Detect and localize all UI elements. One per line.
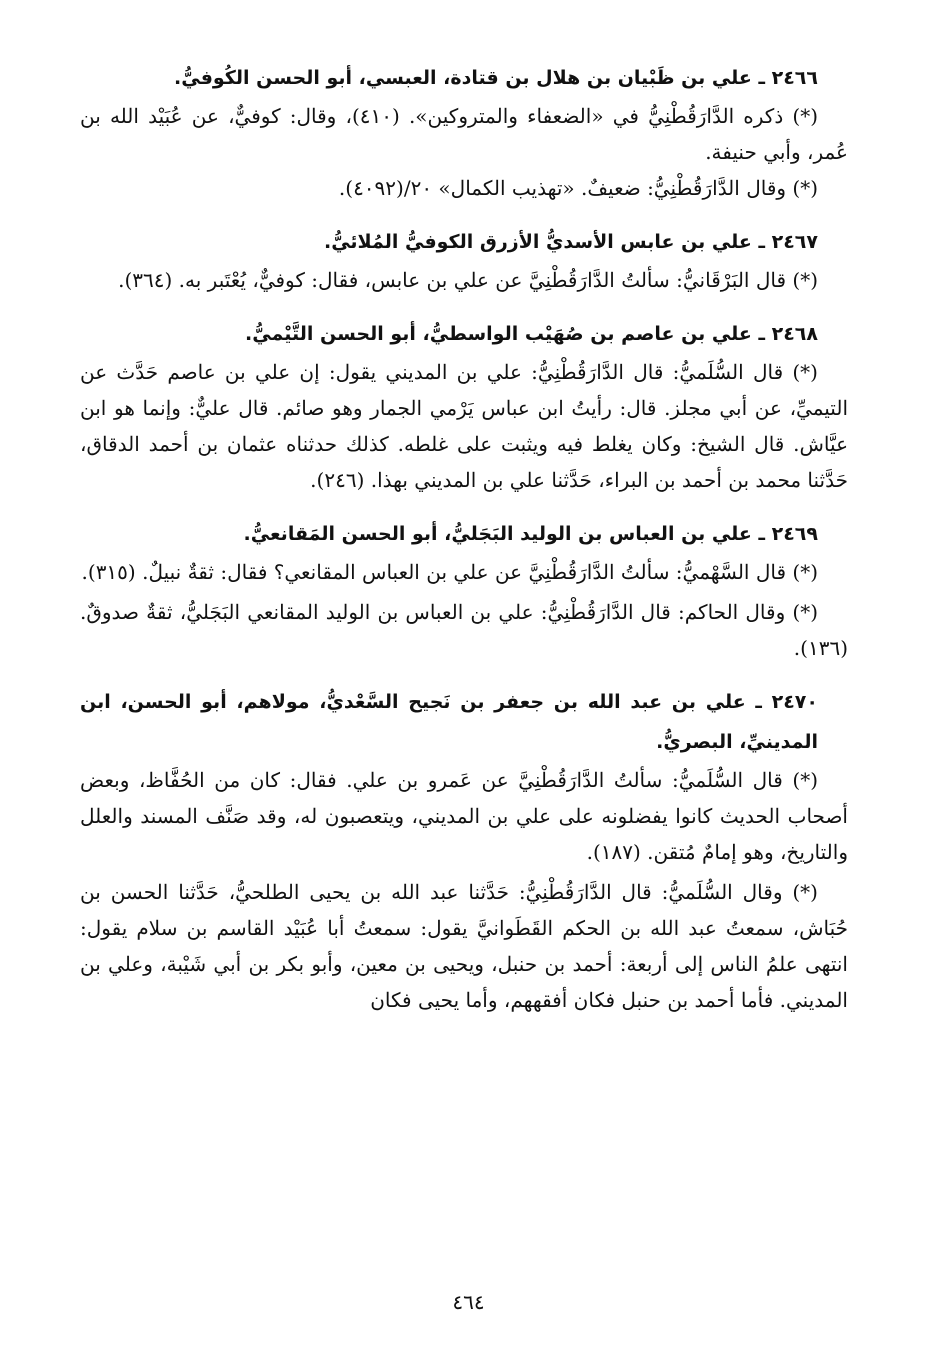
entry-2469	[80, 514, 848, 666]
page-body	[80, 58, 848, 1018]
entry-paragraph: (*) وقال الدَّارَقُطْنِيُّ: ضعيفٌ. «تهذيب الكمال» ٢٠/(٤٠٩٢).	[338, 176, 818, 200]
entry-paragraph: (*) قال السَّهْميُّ: سألتُ الدَّارَقُطْنِيَّ عن علي بن العباس المقانعي؟ فقال: ثقةٌ نبيلٌ. (٣١٥).	[81, 560, 818, 584]
entry-2468	[80, 314, 848, 498]
entry-paragraph: (*) قال السُّلَميُّ: قال الدَّارَقُطْنِيُّ: علي بن المديني يقول: إن علي بن عاصم حَدَّث عن التيميِّ، عن أبي مجلز. قال: رأيتُ ابن عباس يَرْمي الجمار وهو صائم. قال عليٌّ: وإنما هو ابن عيَّاش. قال الشيخ: وكان يغلط فيه ويثبت على غلطه. كذلك حدثناه عثمان بن أحمد الدقاق، حَدَّثنا محمد بن أحمد بن البراء، حَدَّثنا علي بن المديني بهذا. (٢٤٦).	[80, 360, 848, 492]
entry-2467	[80, 222, 848, 298]
entry-title: ٢٤٦٧ ـ علي بن عابس الأسديُّ الأزرق الكوفيُّ المُلائيُّ.	[323, 231, 818, 253]
entry-paragraph: (*) ذكره الدَّارَقُطْنِيُّ في «الضعفاء والمتروكين». (٤١٠)، وقال: كوفيٌّ، عن عُبَيْد الله بن عُمر، وأبي حنيفة.	[80, 104, 848, 164]
entry-title: ٢٤٦٩ ـ علي بن العباس بن الوليد البَجَليُّ، أبو الحسن المَقانعيُّ.	[243, 523, 818, 545]
entry-paragraph: (*) قال البَرْقَانيُّ: سألتُ الدَّارَقُطْنِيَّ عن علي بن عابس، فقال: كوفيٌّ، يُعْتَبر به. (٣٦٤).	[118, 268, 818, 292]
entry-title: ٢٤٦٨ ـ علي بن عاصم بن صُهَيْب الواسطيُّ، أبو الحسن التَّيْميُّ.	[245, 323, 818, 345]
page-number: ٤٦٤	[452, 1290, 485, 1314]
entry-paragraph: (*) وقال الحاكم: قال الدَّارَقُطْنِيُّ: علي بن العباس بن الوليد المقانعي البَجَليُّ، ثقةٌ صدوقٌ. (١٣٦).	[80, 600, 848, 660]
entry-paragraph: (*) وقال السُّلَميُّ: قال الدَّارَقُطْنِيُّ: حَدَّثنا عبد الله بن يحيى الطلحيُّ، حَدَّثنا الحسن بن حُبَاش، سمعتُ عبد الله بن الحكم القَطَوانيَّ يقول: سمعتُ أبا عُبَيْد القاسم بن سلام يقول: انتهى علمُ الناس إلى أربعة: أحمد بن حنبل، ويحيى بن معين، وأبو بكر بن أبي شَيْبة، وعلي بن المديني. فأما أحمد بن حنبل فكان أفقههم، وأما يحيى فكان	[80, 880, 848, 1012]
entry-paragraph: (*) قال السُّلَميُّ: سألتُ الدَّارَقُطْنِيَّ عن عَمرو بن علي. فقال: كان من الحُفَّاظ، وبعض أصحاب الحديث كانوا يفضلونه على علي بن المديني، ويتعصبون له، وقد صَنَّف المسند والعلل والتاريخ، وهو إمامٌ مُتقن. (١٨٧).	[80, 768, 848, 864]
entry-title: ٢٤٧٠ ـ علي بن عبد الله بن جعفر بن نَجيح السَّعْديُّ، مولاهم، أبو الحسن، ابن المدينيِّ، البصريُّ.	[80, 691, 818, 753]
entry-title: ٢٤٦٦ ـ علي بن ظَبْيان بن هلال بن قتادة، العبسي، أبو الحسن الكُوفيُّ.	[174, 67, 818, 89]
entry-2466	[80, 58, 848, 206]
entry-2470	[80, 682, 848, 1018]
